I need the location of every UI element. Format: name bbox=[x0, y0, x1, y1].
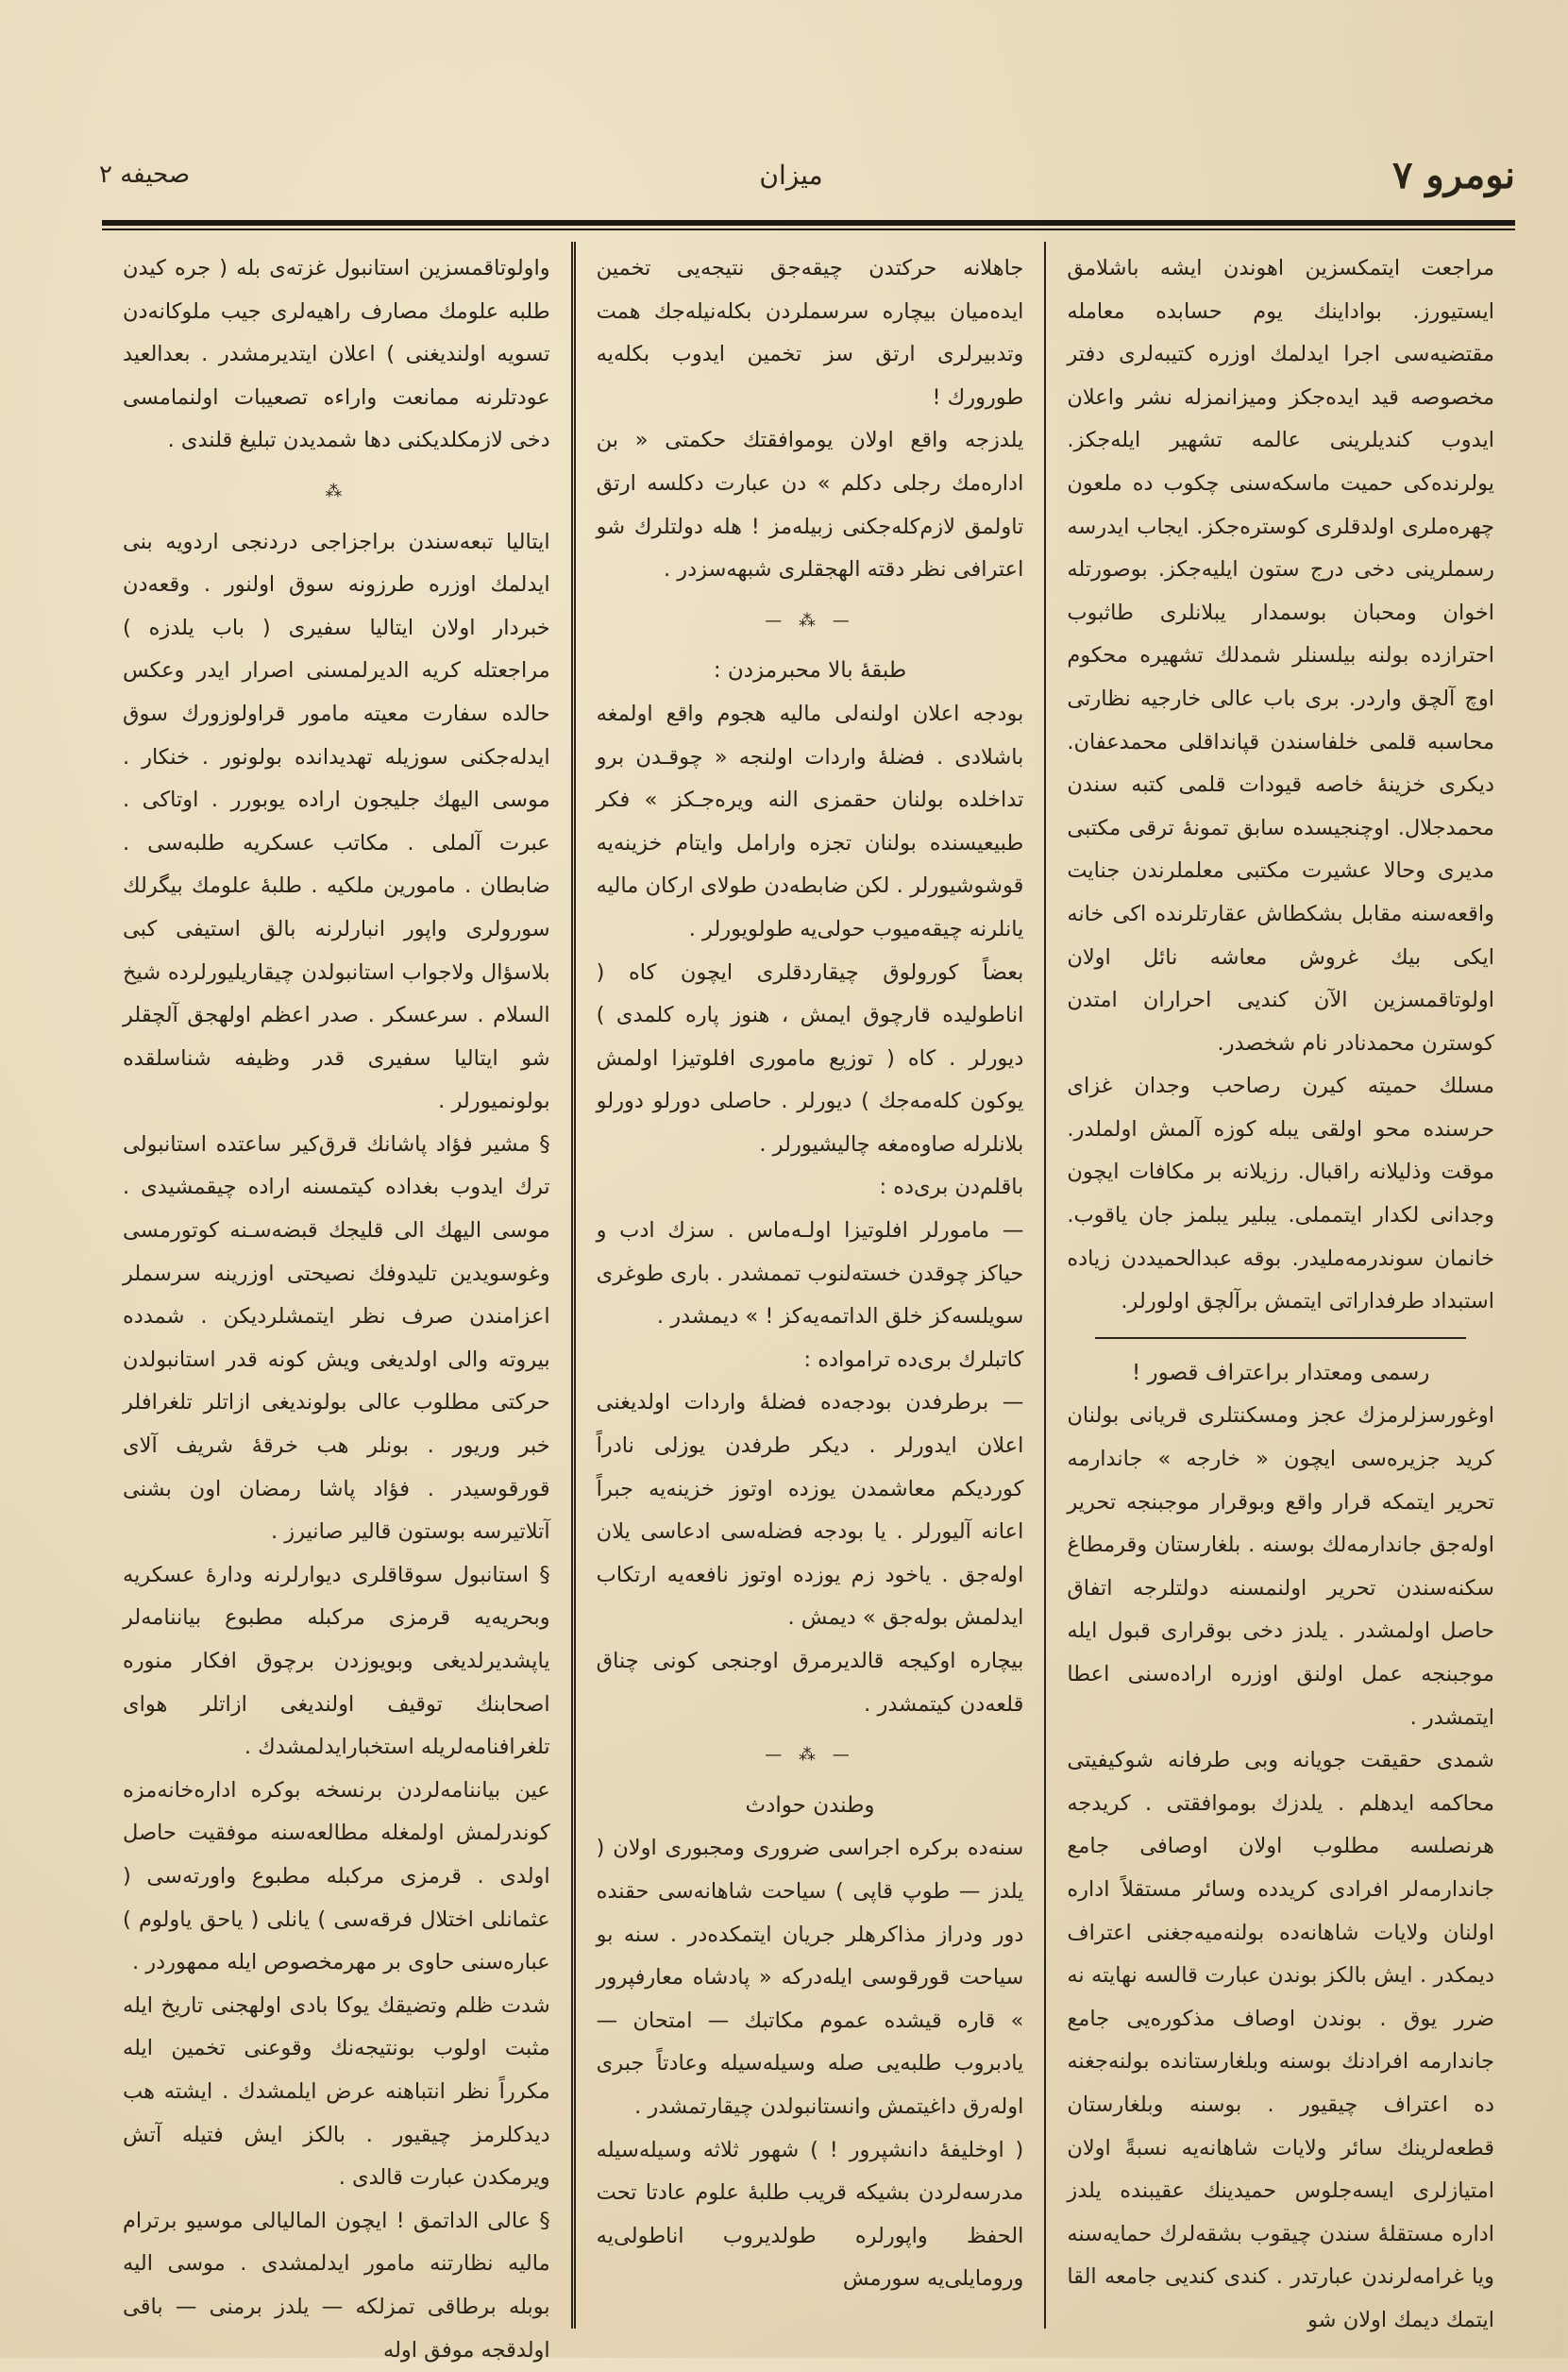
column-middle bbox=[576, 247, 1045, 2325]
ornament-divider: ⁂ bbox=[325, 481, 348, 501]
issue-number: نومرو ٧ bbox=[1391, 152, 1515, 197]
newspaper-title: ميزان bbox=[759, 159, 823, 191]
paragraph: بعضاً كورولوق چيقاردقلرى ايچون كاه ( اناطوليده قارچوق ايمش ، هنوز پاره كلمدى ) ديورلر . كاه ( توزيع مامورى افلوتيزا اولمش يوكون كله‌مه‌جك ) ديورلر . حاصلى دورلو دورلو بلانلرله صاوه‌مغه چاليشيورلر . bbox=[596, 959, 1024, 1157]
ornament-divider: — ⁂ — bbox=[765, 610, 855, 631]
paragraph: — مامورلر افلوتيزا اولـه‌ماس . سزك ادب و حياكز چوقدن خسته‌لنوب تممشدر . بارى طوغرى سويلسه‌كز خلق الداتمه‌يه‌كز ! » ديمشدر . bbox=[596, 1218, 1024, 1330]
paragraph: مراجعت ايتمكسزين اهوندن ايشه باشلامق ايستيورز. بواداينك يوم حسابده معامله مقتضيه‌سى اجرا ايدلمك اوزره كتيبه‌لرى دفتر مخصوصه قيد ايده‌جكز وميزانمزله نشر واعلان ايدوب كنديلرينى عالمه تشهير ايله‌جكز. يولرنده‌كى حميت ماسكه‌سنى چكوب ده ملعون چهره‌ملرى اولدقلرى كوستره‌جكز. ايجاب ايدرسه رسملرينى دخى درج ستون ايليه‌جكز. بوصورتله اخوان ومحبان بوسمدار يبلانلرى طاثبوب احترازده بولنه بيلسنلر شمدلك تشهيره محكوم اوچ آلچق واردر. برى باب عالى خارجيه نظارتى محاسبه قلمى خلفاسندن قپانداقلى محمدعفان. ديكرى خزينهٔ خاصه قيودات قلمى كتبه سندن محمدجلال. اوچنجيسده سابق تمونهٔ ترقى مكتبى مديرى وحالا عشيرت مكتبى معلملرندن جنايت واقعه‌سنه مقابل بشكطاش عقارتلرنده اكى خانه ايكى بيك غروش معاشه نائل اولان اولوتاقمسزين الآن كنديى احراران امتدن كوسترن محمدنادر نام شخصدر. bbox=[1067, 256, 1494, 1056]
columns bbox=[102, 247, 1515, 2363]
paragraph: اوغورسزلرمزك عجز ومسكنتلرى قريانى بولنان كريد جزيره‌سى ايچون « خارجه » جاندارمه تحرير ايتمكه قرار واقع وبوقرار موجبنجه تحرير اوله‌جق جاندارمه‌لك بوسنه . بلغارستان وقرمطاغ سكنه‌سندن تحرير اولنمسنه دولتلرجه اتفاق حاصل اولمشدر . يلدز دخى بوقرارى قبول ايله موجبنجه عمل اولنق اوزره اراده‌سنى اعطا ايتمشدر . bbox=[1067, 1403, 1494, 1730]
column-left bbox=[102, 247, 571, 2363]
masthead-rule-thin bbox=[102, 229, 1515, 230]
paragraph: شدت ظلم وتضيقك يوكا بادى اولهجنى تاريخ ايله مثبت اولوب بونتيجه‌نك وقوعنى تخمين ايله مكرراً نظر انتباهنه عرض ايلمشدك . ايشته هب ديدكلرمز چيقيور . بالكز ايش فتيله آتش ويرمكدن عبارت قالدى . bbox=[123, 1992, 550, 2191]
section-divider bbox=[1095, 1337, 1466, 1339]
paragraph: بيچاره اوكيجه قالدير‌مرق اوجنجى كونى چناق قلعه‌دن كيتمشدر . bbox=[596, 1649, 1024, 1717]
page-number: صحيفه ٢ bbox=[99, 161, 191, 189]
paragraph: جاهلانه حركتدن چيقه‌جق نتيجه‌يى تخمين ايده‌ميان بيچاره سرسملردن بكله‌نيله‌جك همت وتدبيرلرى ارتق سز تخمين ايدوب بكله‌يه طورورك ! bbox=[596, 256, 1024, 410]
masthead bbox=[99, 142, 1515, 208]
section-heading: رسمى ومعتدار براعتراف قصور ! bbox=[1131, 1360, 1430, 1385]
paragraph: يلدزجه واقع اولان يوموافقتك حكمتى « بن اداره‌مك رجلى دكلم » دن عبارت دكلسه ارتق تاولمق لازم‌كله‌جكنى زبيله‌مز ! هله دولتلرك شو اعترافى نظر دقته الهجقلرى شبهه‌سزدر . bbox=[596, 428, 1024, 583]
column-right bbox=[1046, 247, 1515, 2332]
paragraph: § مشير فؤاد پاشانك قرق‌كير ساعتده استانبولى ترك ايدوب بغداده كيتمسنه اراده چيقمشيدى . موسى اليهك الى قليجك قبضه‌سـنه كوتورمسى وغوسويدين تليدوفك نصيحتى اوزرينه سرسملر اعزامندن صرف نظر ايتمشلرديكن . شمدده بيروته والى اولديغى ويش كونه قدر استانبولدن حركتى مطلوب عالى بولونديغى ازاتلر تلغرافلر خبر وريور . بونلر هب خرقهٔ شريف آلاى قورقوسيدر . فؤاد پاشا رمضان اون بشنى آتلاتيرسه بوستون قالير صانيرز . bbox=[123, 1131, 550, 1545]
paragraph: § عالى الداتمق ! ايچون الماليالى موسيو برترام ماليه نظارتنه مامور ايدلمشدى . موسى اليه بوبله برطاقى تمزلكه — يلدز برمنى — باقى اولدقجه موفق اوله bbox=[123, 2208, 550, 2363]
ornament-divider: — ⁂ — bbox=[765, 1745, 855, 1766]
paragraph: واولوتاقمسزين استانبول غزته‌ى بله ( جره كيدن طلبه علومك مصارف راهيه‌لرى جيب ملوكانه‌دن تسويه اولنديغنى ) اعلان ايتديرمشدر . بعدالعيد عودتلرنه ممانعت واراءه تصعيبات اولنمامسى دخى لازمكلديكنى دها شمدیدن تبليغ قلندى . bbox=[123, 256, 550, 453]
paragraph: عين بياننامه‌لردن برنسخه بوكره اداره‌خانه‌مزه كوندرلمش اولمغله مطالعه‌سنه موفقيت حاصل اولدى . قرمزى مركبله مطبوع واورته‌سى ( عثمانلى اختلال فرقه‌سى ) يانلى ( ياحق ياولوم ) عباره‌سنى حاوى بر مهرمخصوص ايله ممهوردر . bbox=[123, 1777, 550, 1975]
paragraph: ايتاليا تبعه‌سندن براجزاجى دردنجى اردويه بنى ايدلمك اوزره طرزونه سوق اولنور . وقعه‌دن خبردار اولان ايتاليا سفيرى ( باب يلدزه ) مراجعتله كريه الديرلمسنى اصرار ايدر وعكس حالده سفارت معيته مامور قراولوزورك سوق ايدله‌جكنى سوزيله تهديدانده بولونور . خنكار . موسى اليهك جليجون اراده يوبورر . اوتاكى . عبرت آلملى . مكاتب عسكريه طلبه‌سى . ضابطان . مامورين ملكيه . طلبهٔ علومك بيگرلك سورولرى واپور انبارلرنه بالق استيفى كبى بلاسؤال ولاجواب استانبولدن چيقاريليورلرده شيخ السلام . سرعسكر . صدر اعظم اولهجق آلچقلر شو ايتاليا سفيرى قدر وظيفه شناسلقده بولونميورلر . bbox=[123, 529, 550, 1114]
paragraph: بودجه اعلان اولنه‌لى ماليه هجوم واقع اولمغه باشلادى . فضلهٔ واردات اولنجه « چوقـدن برو تداخلده بولنان حقمزى النه ويره‌جـكز » فكر طبيعيسنده بولنان تجزه وارامل وايتام خزينه‌يه قوشوشيورلر . لكن ضابطه‌دن طولاى اركان ماليه يانلرنه چيقه‌ميوب حولى‌يه طولويورلر . bbox=[596, 701, 1024, 941]
masthead-rule bbox=[102, 220, 1515, 226]
paragraph: — برطرفدن بودجه‌ده فضلهٔ واردات اولديغنى اعلان ايدورلر . ديكر طرفدن يوزلى نادراً كورديكم معاشمدن يوزده اوتوز خزينه‌يه جبراً اعانه آليورلر . يا بودجه فضله‌سى ادعاسى يلان اوله‌جق . ياخود زم يوزده اوتوز نافعه‌يه ارتكاب ايدلمش بوله‌جق » ديمش . bbox=[596, 1390, 1024, 1631]
paragraph: § استانبول سوقاقلرى ديوارلرنه ودارهٔ عسكريه وبحريه‌يه قرمزى مركبله مطبوع بياننامه‌لر ياپشديرلديغى وبويوزدن برچوق افكار منوره اصحابنك توقيف اولنديغى ازاتلر هواى تلغرافنامه‌لريله استخبارايدلمشدك . bbox=[123, 1562, 550, 1760]
paragraph: باقلم‌دن برى‌ده : bbox=[879, 1175, 1024, 1200]
paragraph: سنه‌ده بركره اجراسى ضرورى ومجبورى اولان ( يلدز — طوپ قاپى ) سياحت شاهانه‌سى حقنده دور ودراز مذاكرهلر جريان ايتمكده‌در . سنه بو سياحت قورقوسى ايله‌دركه « پادشاه معارفپرور » قاره قيشده عموم مكاتبك — امتحان — يادبروب طلبه‌يى صله وسيله‌سيله وعادتاً جبرى اوله‌رق داغيتمش وانستانبولدن چيقارتمشدر . bbox=[596, 1836, 1024, 2119]
paragraph: شمدى حقيقت جويانه وبى طرفانه شوكيفيتى محاكمه ايدهلم . يلدزك بوموافقتى . كريدجه هرنصلسه مطلوب اولان اوصافى جامع جاندارمه‌لر افرادى كريدده وسائر مستقلاً اداره اولنان ولايات شاهانه‌ده بولنه‌ميه‌جغنى اعتراف ديمكدر . ايش بالكز بوندن عبارت قالسه نهايته نه ضرر يوق . بوندن اوصاف مذكوره‌يى جامع جاندارمه افرادنك بوسنه وبلغارستانده بولنه‌جغنه ده اعتراف چيقيور . بوسنه وبلغارستان قطعه‌لرينك سائر ولايات شاهانه‌يه نسبةً اولان امتيازلرى ايسه‌جلوس حميدينك عقيبنده يلدز اداره مستقلهٔ سندن چيقوب بشقه‌لرك حمايه‌سنه ويا غرامه‌لرندن عبارتدر . كندى كنديى جامعه القا ايتمك ديمك اولان شو bbox=[1067, 1748, 1494, 2332]
section-heading: وطندن حوادث bbox=[745, 1792, 875, 1818]
paragraph: كاتبلرك برى‌ده ترامواده : bbox=[803, 1347, 1024, 1372]
paragraph: ( اوخليفهٔ دانشپرور ! ) شهور ثلاثه وسيله‌سيله مدرسه‌لردن بشيكه قريب طلبهٔ علوم عادتا تحت الحفظ واپورلره طولديروب اناطولى‌يه ورومايلى‌يه سورمش bbox=[596, 2137, 1024, 2292]
section-heading: طبقهٔ بالا محبرمزدن : bbox=[713, 658, 907, 684]
paragraph: مسلك حميته كيرن رصاحب وجدان غزاى حرسنده محو اولقى يبله كوزه آلمش اولملدر. موقت وذليلانه راقبال. رزيلانه بر مكافات ايچون وجدانى لكدار ايتمملى. يبلير يبلمز جان ياقوب. خانمان سوندرمه‌مليدر. بوقه عبدالحميددن زياده استبداد طرفداراتى ايتمش برآلچق اولورلر. bbox=[1067, 1074, 1494, 1314]
